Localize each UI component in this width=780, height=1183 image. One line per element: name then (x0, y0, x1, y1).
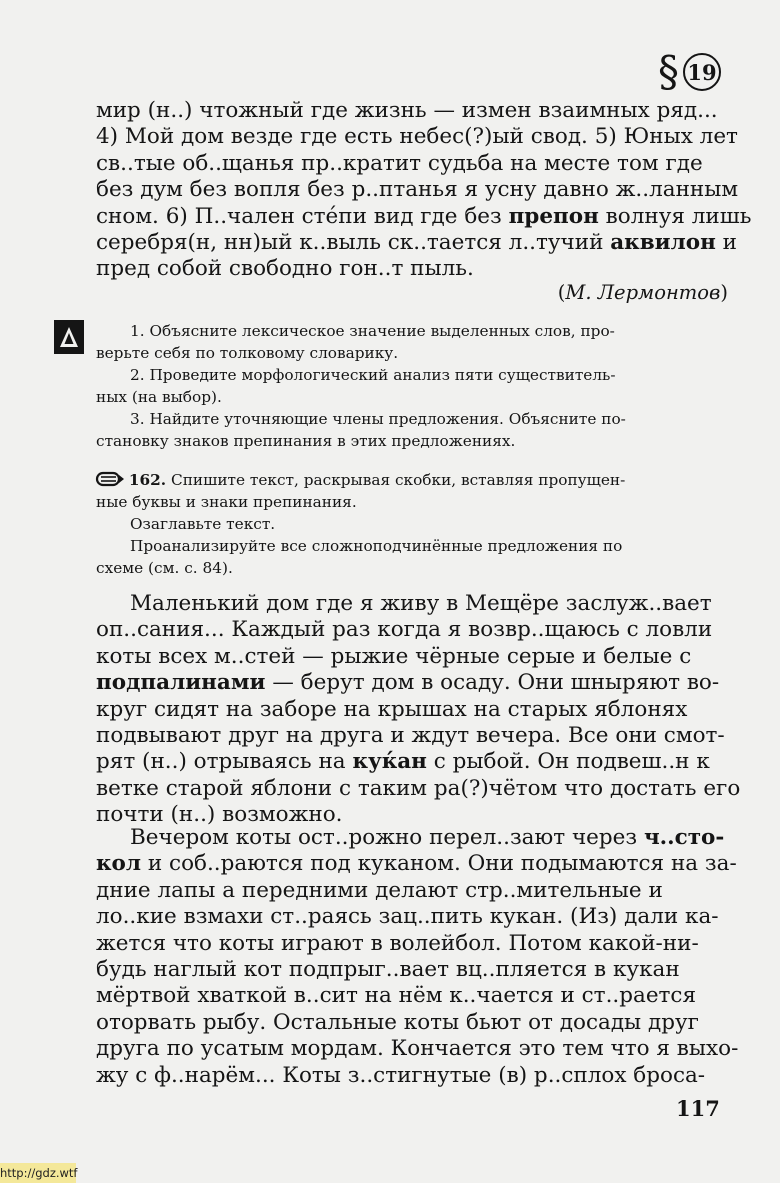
highlighted-word: аквилон (610, 229, 716, 255)
text-line: оп..сания... Каждый раз когда я возвр..щаюсь с ловли (96, 617, 713, 643)
poem-author: (М. Лермонтов) (557, 281, 728, 304)
text-line: будь наглый кот подпрыг..вает вц..пляется в кукан (96, 956, 680, 982)
poem-line: св..тые об..щанья пр..кратит судьба на месте том где (96, 150, 703, 176)
highlighted-word: ч..сто- (643, 825, 725, 850)
paragraph-sign: § (658, 47, 679, 96)
paragraph-number-circle: 19 (683, 53, 721, 91)
poem-line-5: сном. 6) П..чален сте́пи вид где без препон волнуя лишь (96, 203, 752, 229)
poem-line: пред собой свободно гон..т пыль. (96, 256, 474, 282)
text-line: Маленький дом где я живу в Мещёре заслуж..вает (130, 591, 712, 616)
poem-line: 4) Мой дом везде где есть небес(?)ый свод. 5) Юных лет (96, 124, 738, 150)
text-line: кол и соб..раются под куканом. Они подымаются на за- (96, 851, 737, 877)
pen-write-icon (96, 470, 124, 488)
text-line: подпалинами — берут дом в осаду. Они шныряют во- (96, 670, 720, 696)
task-line: 2. Проведите морфологический анализ пяти существитель- (130, 366, 616, 384)
task-line: верьте себя по толковому словарику. (96, 344, 399, 362)
exercise-line: ные буквы и знаки препинания. (96, 493, 357, 511)
task-line: ных (на выбор). (96, 388, 222, 406)
text-line: рят (н..) отрываясь на куќан с рыбой. Он подвеш..н к (96, 749, 710, 775)
exercise-text-paragraph-1 (96, 591, 741, 829)
poem-line-6: серебря(н, нн)ый к..выль ск..тается л..тучий аквилон и (96, 229, 738, 255)
exercise-line: Озаглавьте текст. (130, 515, 276, 533)
exercise-line: схеме (см. с. 84). (96, 559, 233, 577)
text-line: друга по усатым мордам. Кончается это тем что я выхо- (96, 1036, 739, 1062)
task-line: 3. Найдите уточняющие члены предложения. Объясните по- (130, 410, 626, 428)
exercise-heading: 162. Спишите текст, раскрывая скобки, вставляя пропущен- (96, 469, 728, 491)
text-line: ло..кие взмахи ст..раясь зац..пить кукан. (Из) дали ка- (96, 904, 719, 930)
exercise-number: 162. (128, 471, 167, 489)
text-line: жу с ф..нарём... Коты з..стигнутые (в) р..сплох броса- (96, 1062, 706, 1088)
highlighted-word: подпалинами (96, 670, 266, 696)
watermark-link[interactable]: http://gdz.wtf (0, 1163, 76, 1183)
tasks-list (96, 320, 728, 452)
text-line: жется что коты играют в волейбол. Потом какой-ни- (96, 930, 699, 956)
poem-fragment (96, 98, 752, 283)
poem-line: без дум без вопля без р..птанья я усну давно ж..ланным (96, 177, 739, 203)
exercise-instructions (96, 469, 728, 579)
page-number: 117 (676, 1096, 720, 1121)
highlighted-word: препон (508, 203, 599, 229)
highlighted-word: куќан (352, 749, 427, 775)
highlighted-word: кол (96, 851, 142, 877)
text-line: дние лапы а передними делают стр..мительные и (96, 877, 663, 903)
text-line: коты всех м..стей — рыжие чёрные серые и белые с (96, 643, 692, 669)
text-line: почти (н..) возможно. (96, 802, 343, 828)
section-marker (658, 47, 721, 96)
text-line: ветке старой яблони с таким ра(?)чётом что достать его (96, 775, 741, 801)
text-line: подвывают друг на друга и ждут вечера. Все они смот- (96, 722, 725, 748)
text-line: Вечером коты ост..рожно перел..зают через ч..сто- (130, 825, 725, 850)
exercise-text-paragraph-2 (96, 825, 739, 1089)
text-line: оторвать рыбу. Остальные коты бьют от досады друг (96, 1009, 699, 1035)
poem-line: мир (н..) чтожный где жизнь — измен взаимных ряд... (96, 98, 718, 123)
task-line: становку знаков препинания в этих предложениях. (96, 432, 516, 450)
text-line: мёртвой хваткой в..сит на нём к..чается и ст..рается (96, 983, 697, 1009)
text-line: круг сидят на заборе на крышах на старых яблонях (96, 696, 688, 722)
exercise-line: Проанализируйте все сложноподчинённые предложения по (130, 537, 623, 555)
task-line: 1. Объясните лексическое значение выделенных слов, про- (130, 322, 615, 340)
task-triangle-icon (54, 320, 84, 354)
